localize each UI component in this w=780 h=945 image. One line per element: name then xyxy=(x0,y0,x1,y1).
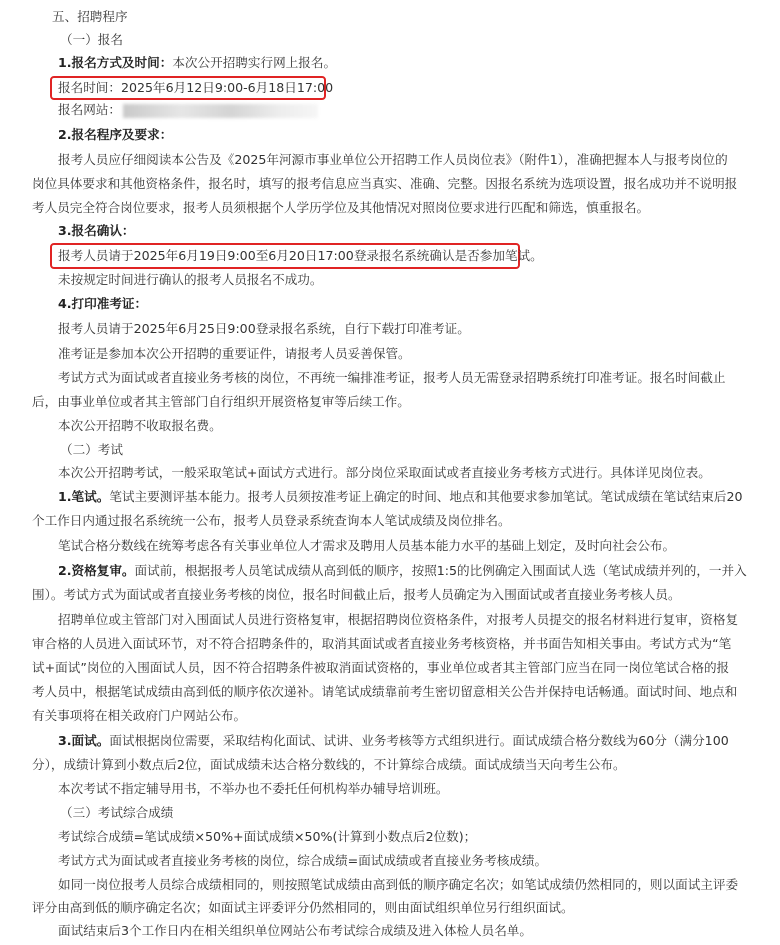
paragraph-line: 2.资格复审。面试前，根据报考人员笔试成绩从高到低的顺序，按照1:5的比例确定入围面试人选（笔试成绩并列的，一并入 xyxy=(58,563,747,578)
paragraph-line: 个工作日内通过报名系统统一公布，报考人员登录系统查询本人笔试成绩及岗位排名。 xyxy=(32,513,511,528)
paragraph-line: 报考人员请于2025年6月19日9:00至6月20日17:00登录报名系统确认是否参加笔试。 xyxy=(58,248,543,263)
paragraph-line: 本次考试不指定辅导用书，不举办也不委托任何机构举办辅导培训班。 xyxy=(58,781,449,796)
paragraph-line: 未按规定时间进行确认的报考人员报名不成功。 xyxy=(58,272,323,287)
paragraph-heading: 3.报名确认： xyxy=(58,223,135,238)
paragraph-line: 本次公开招聘不收取报名费。 xyxy=(58,418,222,433)
paragraph-line: 审合格的人员进入面试环节，对不符合招聘条件的，取消其面试或者直接业务考核资格，并书面告知相关事由。考试方式为“笔 xyxy=(32,636,732,651)
paragraph-line: 考人员中，根据笔试成绩由高到低的顺序依次递补。请笔试成绩靠前考生密切留意相关公告并保持电话畅通。面试时间、地点和 xyxy=(32,684,738,699)
paragraph-line: 报考人员应仔细阅读本公告及《2025年河源市事业单位公开招聘工作人员岗位表》（附件1），准确把握本人与报考岗位的 xyxy=(58,152,728,167)
paragraph-line: 岗位具体要求和其他资格条件，报名时，填写的报考信息应当真实、准确、完整。因报名系统为选项设置，报名成功并不说明报 xyxy=(32,176,738,191)
paragraph-line: 面试结束后3个工作日内在相关组织单位网站公布考试综合成绩及进入体检人员名单。 xyxy=(58,923,532,938)
paragraph-line: 有关事项将在相关政府门户网站公布。 xyxy=(32,708,247,723)
paragraph-heading: 2.报名程序及要求： xyxy=(58,127,173,142)
paragraph-line: 报考人员请于2025年6月25日9:00登录报名系统，自行下载打印准考证。 xyxy=(58,321,470,336)
paragraph-line: 1.笔试。笔试主要测评基本能力。报考人员须按准考证上确定的时间、地点和其他要求参加笔试。笔试成绩在笔试结束后20 xyxy=(58,489,743,504)
paragraph-line: 报名网站： xyxy=(58,100,318,120)
paragraph-line: 考试方式为面试或者直接业务考核的岗位，综合成绩=面试成绩或者直接业务考核成绩。 xyxy=(58,853,548,868)
paragraph-line: 考人员完全符合岗位要求，报考人员须根据个人学历学位及其他情况对照岗位要求进行匹配和筛选，慎重报名。 xyxy=(32,200,650,215)
paragraph-line: 3.面试。面试根据岗位需要，采取结构化面试、试讲、业务考核等方式组织进行。面试成绩合格分数线为60分（满分100 xyxy=(58,733,729,748)
subsection-heading: （二）考试 xyxy=(60,442,123,457)
paragraph-line: 试+面试”岗位的入围面试人员，因不符合招聘条件被取消面试资格的，事业单位或者其主管部门应当在同一岗位笔试合格的报 xyxy=(32,660,730,675)
paragraph-line: 报名时间：2025年6月12日9:00-6月18日17:00 xyxy=(58,80,334,95)
paragraph-line: 本次公开招聘考试，一般采取笔试+面试方式进行。部分岗位采取面试或者直接业务考核方式进行。具体详见岗位表。 xyxy=(58,465,711,480)
redacted-url xyxy=(123,104,318,118)
paragraph-line: 笔试合格分数线在统筹考虑各有关事业单位人才需求及聘用人员基本能力水平的基础上划定，及时向社会公布。 xyxy=(58,538,676,553)
section-heading: 五、招聘程序 xyxy=(52,9,128,24)
paragraph-line: 评分由高到低的顺序确定名次；如面试主评委评分仍然相同的，则由面试组织单位另行组织面试。 xyxy=(32,900,574,915)
paragraph-line: 围）。考试方式为面试或者直接业务考核的岗位，报名时间截止后，报考人员确定为入围面试或者直接业务考核人员。 xyxy=(32,587,681,602)
paragraph-line: 分），成绩计算到小数点后2位，面试成绩未达合格分数线的，不计算综合成绩。面试成绩当天向考生公布。 xyxy=(32,757,626,772)
paragraph-line: 后，由事业单位或者其主管部门自行组织开展资格复审等后续工作。 xyxy=(32,394,410,409)
paragraph-line: 1.报名方式及时间：本次公开招聘实行网上报名。 xyxy=(58,55,337,70)
paragraph-line: 招聘单位或主管部门对入围面试人员进行资格复审，根据招聘岗位资格条件，对报考人员提交的报名材料进行复审，资格复 xyxy=(58,612,739,627)
paragraph-line: 准考证是参加本次公开招聘的重要证件，请报考人员妥善保管。 xyxy=(58,346,411,361)
paragraph-line: 考试综合成绩=笔试成绩×50%+面试成绩×50%(计算到小数点后2位数)； xyxy=(58,829,477,844)
subsection-heading: （三）考试综合成绩 xyxy=(60,805,174,820)
paragraph-heading: 4.打印准考证： xyxy=(58,296,148,311)
paragraph-line: 如同一岗位报考人员综合成绩相同的，则按照笔试成绩由高到低的顺序确定名次；如笔试成绩仍然相同的，则以面试主评委 xyxy=(58,877,739,892)
subsection-heading: （一）报名 xyxy=(60,32,123,47)
paragraph-line: 考试方式为面试或者直接业务考核的岗位，不再统一编排准考证，报考人员无需登录招聘系统打印准考证。报名时间截止 xyxy=(58,370,726,385)
